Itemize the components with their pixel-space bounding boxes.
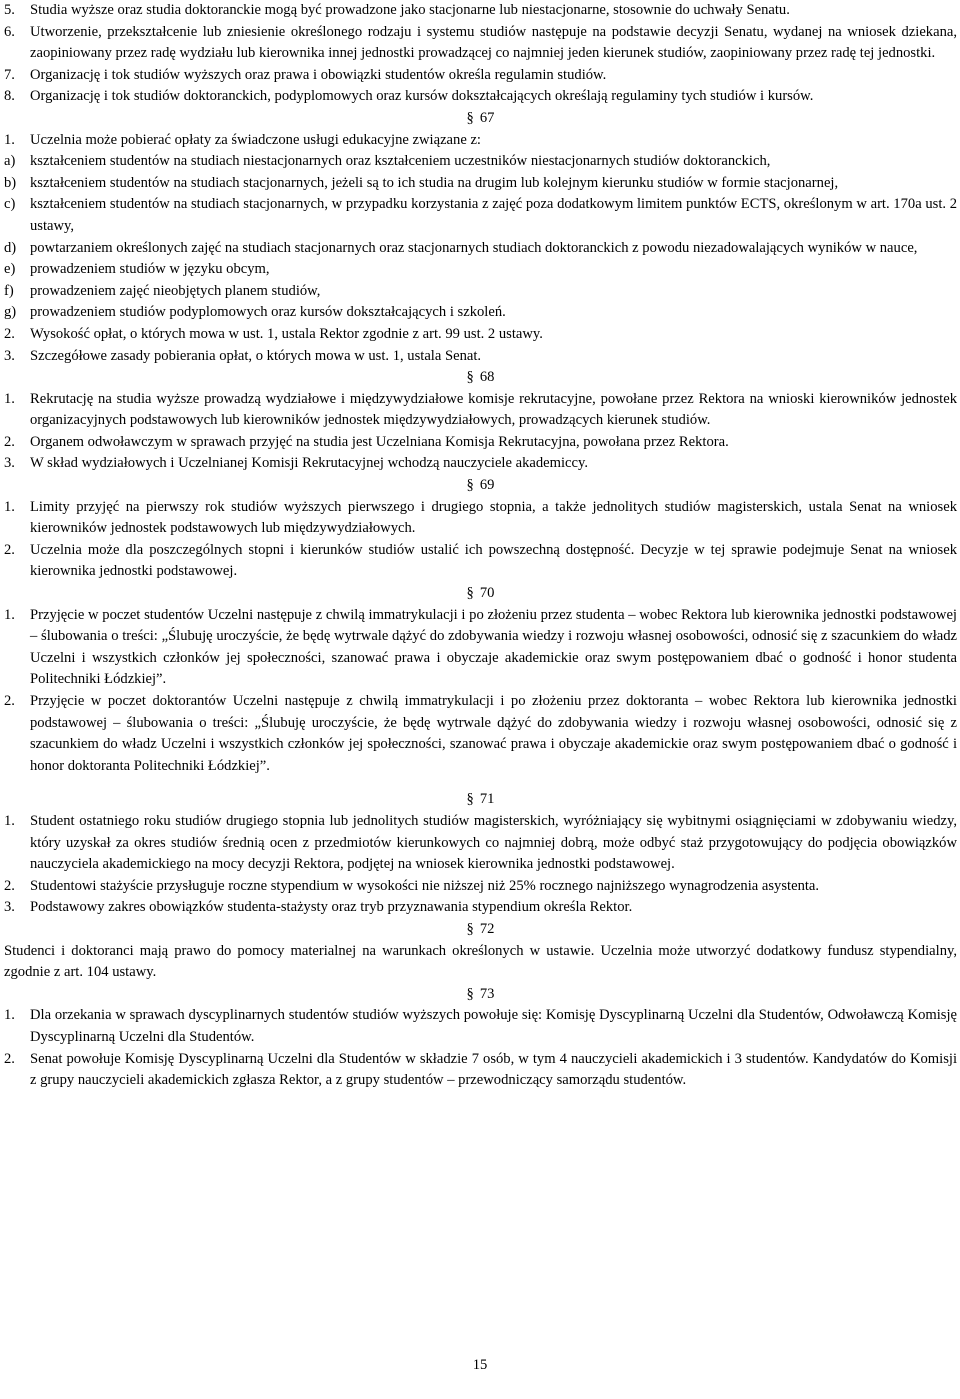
item-text: Organizację i tok studiów wyższych oraz prawa i obowiązki studentów określa regulamin studiów. <box>30 66 607 83</box>
item-text: Uczelnia może dla poszczególnych stopni i kierunków studiów ustalić ich powszechną dostępność. Decyzje w tej sprawie podejmuje Senat na wniosek kierownika jednostki podstawowej. <box>30 541 957 580</box>
article-item <box>4 86 957 108</box>
section-sign: § <box>466 920 474 937</box>
item-text: Organizację i tok studiów doktoranckich, podyplomowych oraz kursów dokształcających określają regulaminy tych studiów i kursów. <box>30 88 814 105</box>
letter-item <box>4 238 957 260</box>
section-number: 68 <box>479 369 495 386</box>
item-number: 3. <box>4 899 15 916</box>
letter-label: f) <box>4 282 14 299</box>
section-number: 73 <box>479 985 495 1002</box>
letter-item <box>4 259 957 281</box>
document-page <box>4 0 957 1092</box>
item-number: 2. <box>4 325 15 342</box>
section-number: 70 <box>479 585 495 602</box>
section-sign: § <box>466 477 474 494</box>
item-number: 3. <box>4 455 15 472</box>
item-number: 2. <box>4 693 15 709</box>
letter-label: a) <box>4 153 16 170</box>
letter-label: e) <box>4 261 16 278</box>
section-number: 67 <box>479 109 495 126</box>
letter-label: c) <box>4 196 16 213</box>
item-number: 1. <box>4 1007 15 1024</box>
letter-label: d) <box>4 239 17 256</box>
item-text: W skład wydziałowych i Uczelnianej Komisji Rekrutacyjnej wchodzą nauczyciele akademiccy. <box>30 455 588 472</box>
item-text: Dla orzekania w sprawach dyscyplinarnych studentów studiów wyższych powołuje się: Komisję Dyscyplinarną Uczelni dla Studentów, Odwoławczą Komisję Dyscyplinarną Uczelni dla Studentów. <box>30 1007 957 1045</box>
article-item <box>4 0 957 22</box>
section-heading-69 <box>4 475 957 497</box>
item-text: Utworzenie, przekształcenie lub zniesienie określonego rodzaju i systemu studiów następuje na podstawie decyzji Senatu, wydanej na wniosek dziekana, zaopiniowany przez radę wydziału lub kierownika innej jednostki prowadzącej co najmniej jeden kierunek studiów, zaopiniowany przez radę tej jednostki. <box>30 23 957 62</box>
page-number: 15 <box>472 1357 488 1373</box>
item-number: 2. <box>4 1050 15 1067</box>
item-text: Studentowi stażyście przysługuje roczne stypendium w wysokości nie niższej niż 25% rocznego najniższego wynagrodzenia asystenta. <box>30 877 820 894</box>
section-number: 71 <box>479 791 495 808</box>
section-heading-73 <box>4 984 957 1006</box>
item-text: Senat powołuje Komisję Dyscyplinarną Uczelni dla Studentów w składzie 7 osób, w tym 4 nauczycieli akademickich i 3 studentów. Kandydatów do Komisji z grupy nauczycieli akademickich zgłasza Rektor, a z grupy studentów – przewodniczący samorządu studentów. <box>30 1050 957 1089</box>
letter-text: prowadzeniem studiów w języku obcym, <box>30 261 270 278</box>
article-item <box>4 453 957 475</box>
item-text: Szczegółowe zasady pobierania opłat, o których mowa w ust. 1, ustala Senat. <box>30 347 482 364</box>
article-item <box>4 22 957 65</box>
section-heading-67 <box>4 108 957 130</box>
article-item <box>4 130 957 152</box>
letter-text: kształceniem studentów na studiach niestacjonarnych oraz kształceniem uczestników niestacjonarnych studiów doktoranckich, <box>30 153 771 170</box>
section-number: 72 <box>479 920 495 937</box>
article-item <box>4 497 957 540</box>
section-sign: § <box>466 109 474 126</box>
item-text: Student ostatniego roku studiów drugiego stopnia lub jednolitych studiów magisterskich, wyróżniający się wybitnymi osiągnięciami w zdobywaniu wiedzy, który uzyskał za okres studiów średnią ocen z przedmiotów kierunkowych co najmniej dobrą, może odbyć staż przygotowujący do podjęcia obowiązków nauczyciela akademickiego na mocy decyzji Rektora, podjętej na wniosek kierownika jednostki podstawowej. <box>30 812 957 873</box>
letter-item <box>4 173 957 195</box>
article-item <box>4 65 957 87</box>
item-text: Rekrutację na studia wyższe prowadzą wydziałowe i międzywydziałowe komisje rekrutacyjne, powołane przez Rektora na wnioski kierowników jednostek organizacyjnych podstawowych lub kierowników jednostek międzywydziałowych, prowadzących kierunek studiów. <box>30 390 957 429</box>
item-text: Uczelnia może pobierać opłaty za świadczone usługi edukacyjne związane z: <box>30 131 481 148</box>
item-number: 7. <box>4 66 15 83</box>
section-heading-70 <box>4 583 957 605</box>
article-item <box>4 876 957 898</box>
section-sign: § <box>466 985 474 1002</box>
item-text: Przyjęcie w poczet doktorantów Uczelni następuje z chwilą immatrykulacji i po złożeniu przez doktoranta – wobec Rektora lub kierownika jednostki podstawowej – ślubowania o treści: „Ślubuję uroczyście, że będę wytrwale dążyć do zdobywania wiedzy i rozwoju własnej osobowości, odnosić się z szacunkiem do władz Uczelni i wszystkich członków jej społeczności, szanować prawa i obyczaje akademickie oraz swym postępowaniem dbać o godność i honor doktoranta Politechniki Łódzkiej”. <box>30 693 957 774</box>
item-number: 2. <box>4 877 15 894</box>
item-number: 1. <box>4 390 15 407</box>
item-number: 8. <box>4 88 15 105</box>
article-item <box>4 324 957 346</box>
section-heading-71 <box>4 789 957 811</box>
item-text: Przyjęcie w poczet studentów Uczelni następuje z chwilą immatrykulacji i po złożeniu przez studenta – wobec Rektora lub kierownika jednostki podstawowej – ślubowania o treści: „Ślubuję uroczyście, że będę wytrwale dążyć do zdobywania wiedzy i rozwoju własnej osobowości, odnosić się z szacunkiem do władz Uczelni i wszystkich członków jej społeczności, szanować prawa i obyczaje akademickie oraz swym postępowaniem dbać o godność i honor studenta Politechniki Łódzkiej”. <box>30 606 957 688</box>
letter-item <box>4 281 957 303</box>
item-text: Podstawowy zakres obowiązków studenta-stażysty oraz tryb przyznawania stypendium określa Rektor. <box>30 899 633 916</box>
item-number: 1. <box>4 606 15 623</box>
section-number: 69 <box>479 477 495 494</box>
item-number: 2. <box>4 541 15 558</box>
article-item <box>4 432 957 454</box>
item-text: Studia wyższe oraz studia doktoranckie mogą być prowadzone jako stacjonarne lub niestacjonarne, stosownie do uchwały Senatu. <box>30 2 790 18</box>
letter-label: b) <box>4 174 17 191</box>
article-item <box>4 1049 957 1092</box>
section-sign: § <box>466 791 474 808</box>
article-item <box>4 540 957 583</box>
section-heading-68 <box>4 367 957 389</box>
item-number: 1. <box>4 498 15 515</box>
letter-label: g) <box>4 304 17 321</box>
item-number: 1. <box>4 131 15 148</box>
item-number: 3. <box>4 347 15 364</box>
item-number: 5. <box>4 2 15 18</box>
article-item <box>4 897 957 919</box>
letter-text: prowadzeniem zajęć nieobjętych planem studiów, <box>30 282 321 299</box>
item-number: 2. <box>4 433 15 450</box>
item-text: Wysokość opłat, o których mowa w ust. 1, ustala Rektor zgodnie z art. 99 ust. 2 ustawy. <box>30 325 543 342</box>
article-item <box>4 346 957 368</box>
article-item <box>4 811 957 876</box>
item-number: 1. <box>4 812 15 829</box>
letter-item <box>4 302 957 324</box>
letter-text: powtarzaniem określonych zajęć na studiach stacjonarnych oraz stacjonarnych studiach doktoranckich z powodu niezadowalających wyników w nauce, <box>30 239 918 256</box>
item-number: 6. <box>4 23 15 40</box>
article-item <box>4 389 957 432</box>
section-sign: § <box>466 585 474 602</box>
section-heading-72 <box>4 919 957 941</box>
article-item <box>4 605 957 691</box>
letter-item <box>4 194 957 237</box>
item-text: Organem odwoławczym w sprawach przyjęć na studia jest Uczelniana Komisja Rekrutacyjna, powołana przez Rektora. <box>30 433 729 450</box>
article-item <box>4 691 957 777</box>
letter-text: kształceniem studentów na studiach stacjonarnych, w przypadku korzystania z zajęć poza dodatkowym limitem punktów ECTS, określonym w art. 170a ust. 2 ustawy, <box>30 196 957 234</box>
letter-text: kształceniem studentów na studiach stacjonarnych, jeżeli są to ich studia na drugim lub kolejnym kierunku studiów w formie stacjonarnej, <box>30 174 839 191</box>
spacer <box>4 777 957 789</box>
letter-text: prowadzeniem studiów podyplomowych oraz kursów dokształcających i szkoleń. <box>30 304 506 321</box>
letter-item <box>4 151 957 173</box>
item-text: Limity przyjęć na pierwszy rok studiów wyższych pierwszego i drugiego stopnia, a także jednolitych studiów magisterskich, ustala Senat na wniosek kierowników jednostek podstawowych lub międzywydziałowych. <box>30 498 957 537</box>
section-sign: § <box>466 369 474 386</box>
paragraph-text: Studenci i doktoranci mają prawo do pomocy materialnej na warunkach określonych w ustawie. Uczelnia może utworzyć dodatkowy fundusz stypendialny, zgodnie z art. 104 ustawy. <box>4 942 957 981</box>
article-item <box>4 1005 957 1048</box>
